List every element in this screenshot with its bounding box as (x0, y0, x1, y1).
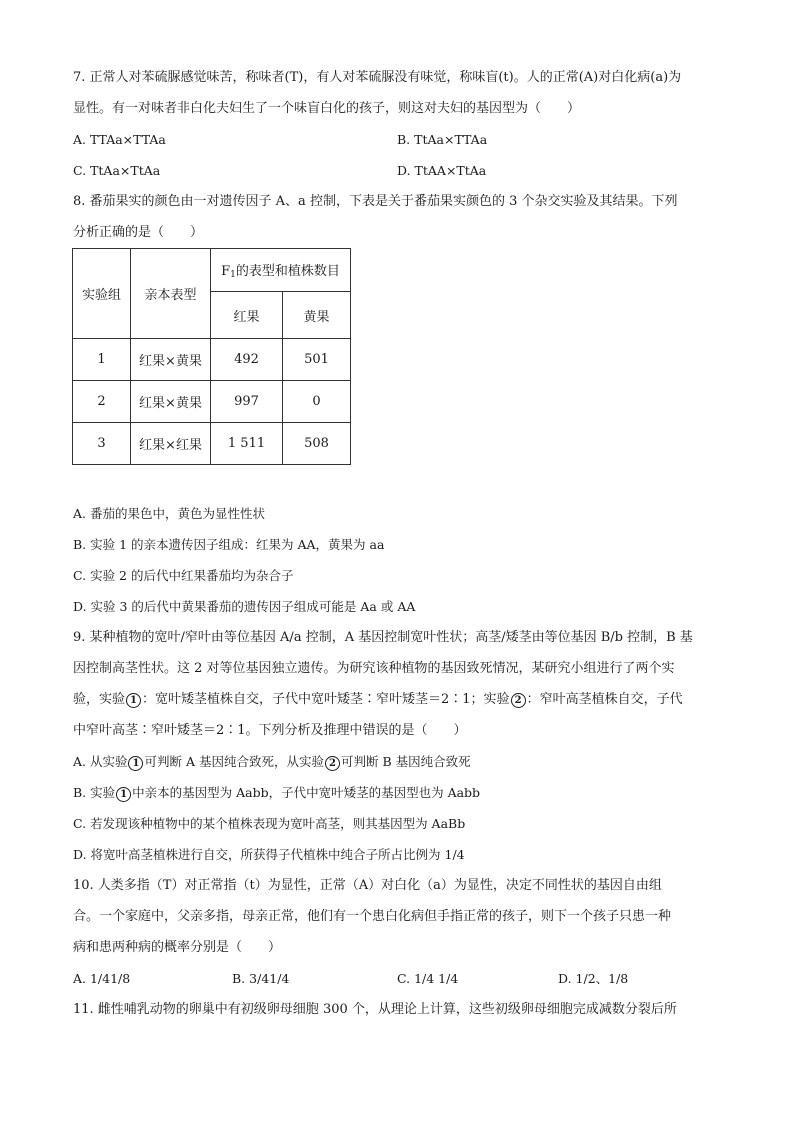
circled-number-one: 1 (116, 787, 131, 802)
q10-option-d[interactable]: D. 1/2、1/8 (558, 971, 629, 986)
table-cell-parent: 红果×红果 (131, 423, 211, 465)
q11-stem-line1: 11. 雌性哺乳动物的卵巢中有初级卵母细胞 300 个，从理论上计算，这些初级卵母细胞完成减数分裂后所 (73, 1002, 677, 1017)
q9-stem-line1: 9. 某种植物的宽叶/窄叶由等位基因 A/a 控制，A 基因控制宽叶性状；高茎/矮茎由等位基因 B/b 控制，B 基 (73, 630, 693, 645)
q8-option-c[interactable]: C. 实验 2 的后代中红果番茄均为杂合子 (73, 568, 294, 583)
table-cell-red: 997 (211, 381, 283, 423)
q10-option-a[interactable]: A. 1/41/8 (73, 971, 131, 986)
table-row (73, 423, 351, 465)
q9-stem-line4: 中窄叶高茎∶窄叶矮茎＝2∶1。下列分析及推理中错误的是（ ） (73, 723, 467, 738)
table-cell-red: 1 511 (211, 423, 283, 465)
q7-stem-line2: 显性。有一对味者非白化夫妇生了一个味盲白化的孩子，则这对夫妇的基因型为（ ） (73, 101, 581, 116)
circled-number-one: 1 (128, 756, 143, 771)
table-cell-yellow: 501 (283, 339, 351, 381)
q7-option-c[interactable]: C. TtAa×TtAa (73, 163, 161, 178)
circled-number-one: 1 (126, 693, 141, 708)
q9-stem-line2: 因控制高茎性状。这 2 对等位基因独立遗传。为研究该种植物的基因致死情况，某研究小组进行了两个实 (73, 661, 675, 676)
table-cell-group: 3 (73, 423, 131, 465)
q8-option-b[interactable]: B. 实验 1 的亲本遗传因子组成：红果为 AA，黄果为 aa (73, 537, 385, 552)
table-header-yellow: 黄果 (283, 292, 351, 339)
q7-option-d[interactable]: D. TtAA×TtAa (397, 163, 487, 178)
q10-option-b[interactable]: B. 3/41/4 (232, 971, 290, 986)
q8-option-d[interactable]: D. 实验 3 的后代中黄果番茄的遗传因子组成可能是 Aa 或 AA (73, 599, 416, 614)
table-cell-group: 1 (73, 339, 131, 381)
q10-stem-line1: 10. 人类多指（T）对正常指（t）为显性，正常（A）对白化（a）为显性，决定不同性状的基因自由组 (73, 878, 662, 893)
circled-number-two: 2 (325, 756, 340, 771)
q8-option-a[interactable]: A. 番茄的果色中，黄色为显性性状 (73, 506, 265, 521)
table-cell-red: 492 (211, 339, 283, 381)
table-row (73, 381, 351, 423)
q7-stem-line1: 7. 正常人对苯硫脲感觉味苦，称味者(T)，有人对苯硫脲没有味觉，称味盲(t)。人的正常(A)对白化病(a)为 (73, 70, 682, 85)
circled-number-two: 2 (511, 693, 526, 708)
q7-option-a[interactable]: A. TTAa×TTAa (73, 132, 166, 147)
q9-option-a[interactable]: A. 从实验 1 可判断 A 基因纯合致死，从实验 2 可判断 B 基因纯合致死 (73, 754, 471, 769)
q10-option-c[interactable]: C. 1/4 1/4 (397, 971, 459, 986)
q9-option-c[interactable]: C. 若发现该种植物中的某个植株表现为宽叶高茎，则其基因型为 AaBb (73, 816, 466, 831)
q8-stem-line1: 8. 番茄果实的颜色由一对遗传因子 A、a 控制，下表是关于番茄果实颜色的 3 个杂交实验及其结果。下列 (73, 194, 678, 209)
q9-option-b[interactable]: B. 实验 1 中亲本的基因型为 Aabb，子代中宽叶矮茎的基因型也为 Aabb (73, 785, 481, 800)
table-header-parent: 亲本表型 (131, 249, 211, 339)
q9-option-d[interactable]: D. 将宽叶高茎植株进行自交，所获得子代植株中纯合子所占比例为 1/4 (73, 847, 465, 862)
q7-option-b[interactable]: B. TtAa×TTAa (397, 132, 488, 147)
table-cell-group: 2 (73, 381, 131, 423)
table-row (73, 339, 351, 381)
table-cell-parent: 红果×黄果 (131, 381, 211, 423)
q10-stem-line2: 合。一个家庭中，父亲多指，母亲正常，他们有一个患白化病但手指正常的孩子，则下一个孩子只患一种 (73, 909, 672, 924)
table-header-f1: $F_1$的表型和植株数目 (211, 249, 351, 292)
q9-stem-line3: 验，实验 1 ：宽叶矮茎植株自交，子代中宽叶矮茎∶窄叶矮茎＝2∶1；实验 2 ：窄叶高茎植株自交，子代 (73, 692, 683, 707)
q10-stem-line3: 病和患两种病的概率分别是（ ） (73, 940, 282, 955)
table-header-group: 实验组 (73, 249, 131, 339)
q8-stem-line2: 分析正确的是（ ） (73, 225, 204, 240)
table-header-red: 红果 (211, 292, 283, 339)
table-cell-yellow: 0 (283, 381, 351, 423)
table-cell-parent: 红果×黄果 (131, 339, 211, 381)
q8-experiment-table (72, 248, 351, 465)
table-cell-yellow: 508 (283, 423, 351, 465)
